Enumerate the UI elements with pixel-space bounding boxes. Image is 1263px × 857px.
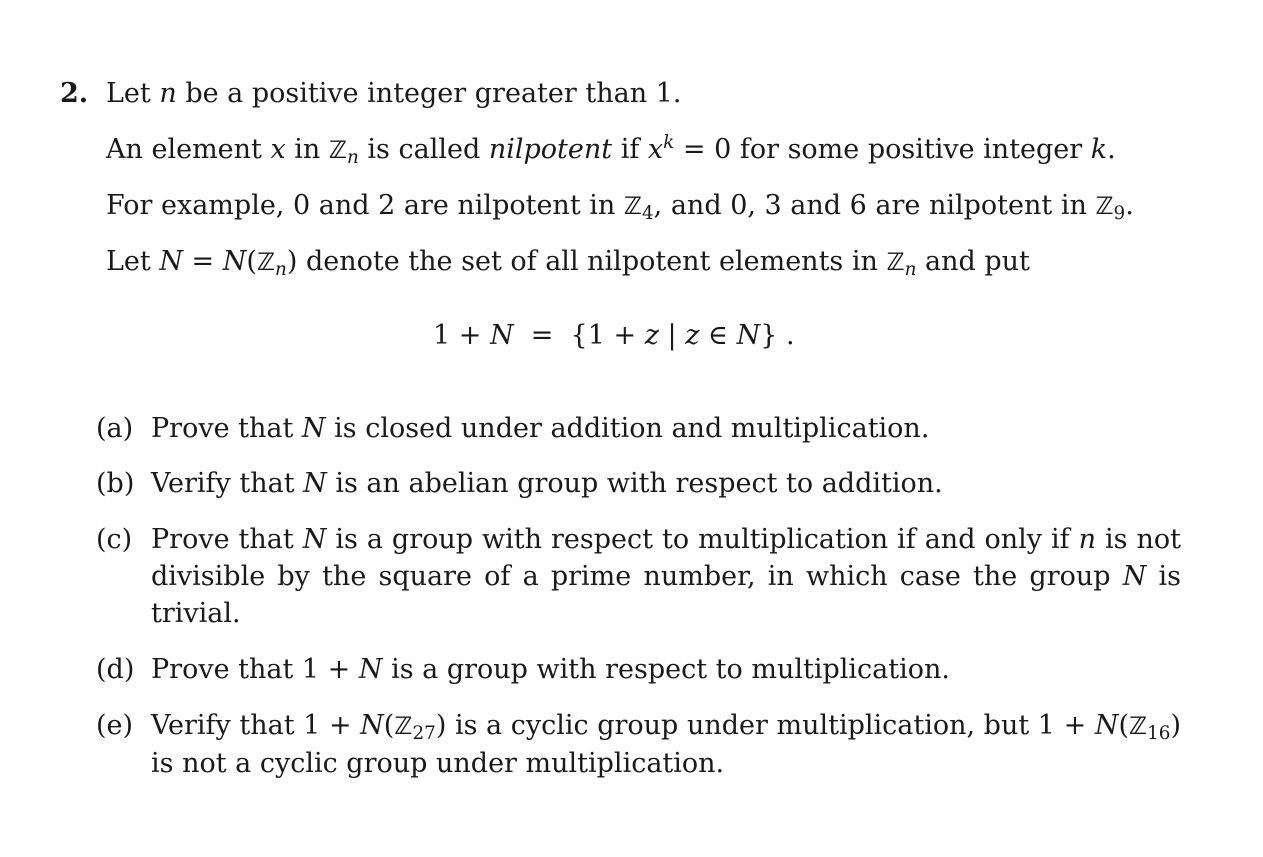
- problem-intro: Let n be a positive integer greater than 1.: [106, 78, 682, 109]
- nilpotent-definition: An element x in ℤ$_n$ is called nilpotent if $x^k = 0$ for some positive integer k.: [106, 131, 1116, 169]
- part-d-text: Prove that 1 + N is a group with respect to multiplication.: [151, 654, 950, 685]
- part-e-label: (e): [96, 710, 134, 741]
- part-b-text: Verify that N is an abelian group with respect to addition.: [151, 468, 943, 499]
- part-a-text: Prove that N is closed under addition and multiplication.: [151, 413, 930, 444]
- part-c-text: Prove that N is a group with respect to multiplication if and only if n is not divisible by the square of a prime number, in which case the group N is trivial.: [151, 524, 1182, 629]
- nilpotent-example: For example, 0 and 2 are nilpotent in ℤ$_4$, and 0, 3 and 6 are nilpotent in ℤ$_9$.: [106, 190, 1134, 225]
- problem-number: 2.: [60, 78, 89, 109]
- set-definition: Let N = N(ℤ$_n$) denote the set of all nilpotent elements in ℤ$_n$ and put: [106, 246, 1030, 281]
- term-nilpotent: nilpotent: [488, 134, 613, 165]
- part-d-label: (d): [96, 654, 135, 685]
- display-equation: 1 + N = {1 + z | z ∈ N} .: [433, 320, 795, 351]
- part-e-text: Verify that 1 + N(ℤ$_{27}$) is a cyclic group under multiplication, but 1 + N(ℤ$_{16}$) is not a cyclic group under multiplication.: [151, 710, 1182, 779]
- part-b-label: (b): [96, 468, 135, 499]
- part-c-label: (c): [96, 524, 133, 555]
- part-a-label: (a): [96, 413, 134, 444]
